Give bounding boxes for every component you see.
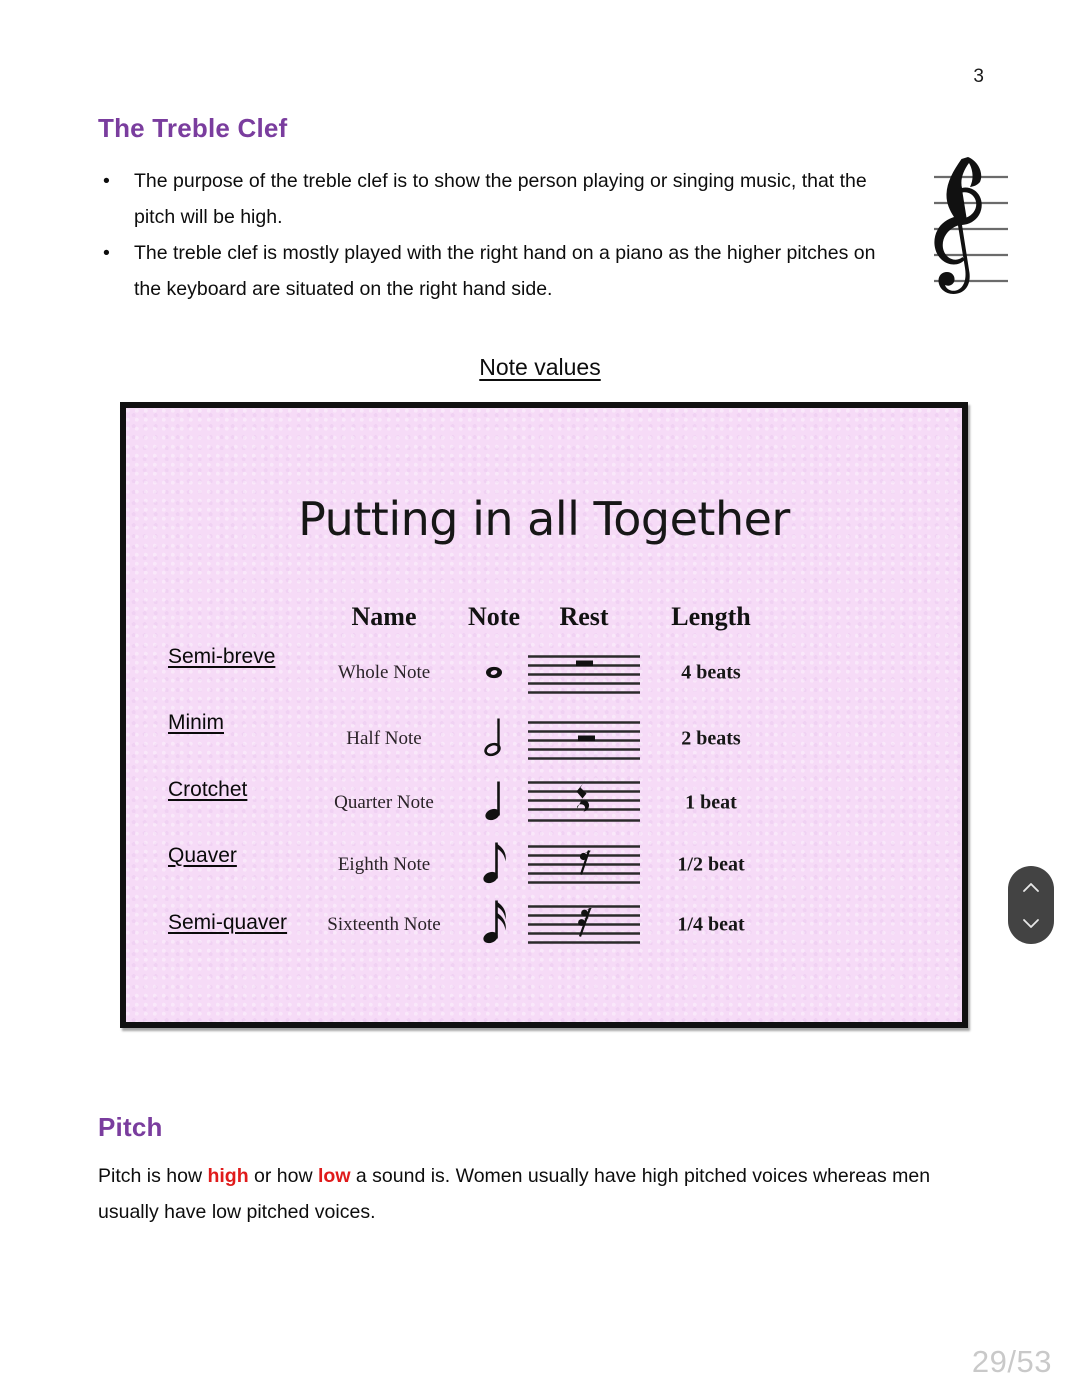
cell-name: Quarter Note <box>334 792 434 813</box>
pitch-paragraph <box>98 1158 958 1230</box>
treble-clef-bullet-list <box>98 163 904 307</box>
cell-length: 1/4 beat <box>677 913 745 936</box>
overlay-label-semi-quaver: Semi-quaver <box>168 911 288 934</box>
bullet-dot-icon: • <box>103 170 110 192</box>
cell-name: Eighth Note <box>337 854 431 875</box>
poster-title: Putting in all Together <box>298 492 790 546</box>
pitch-text-part-2: or how <box>248 1165 318 1187</box>
chevron-up-icon[interactable] <box>1022 881 1040 895</box>
pitch-text-part-3: a sound is. Women usually have high pitched voices whereas men usually have low pitched voices. <box>98 1165 931 1223</box>
eighth-rest-icon <box>526 839 642 892</box>
cell-length: 4 beats <box>681 661 741 684</box>
half-note-icon <box>477 711 511 768</box>
page-indicator: 29/53 <box>971 1344 1052 1379</box>
whole-rest-icon <box>526 647 642 700</box>
pitch-text-part-1: Pitch is how <box>98 1165 208 1187</box>
cell-name: Sixteenth Note <box>327 914 441 935</box>
sixteenth-rest-icon <box>526 899 642 952</box>
quarter-rest-icon <box>526 777 642 830</box>
cell-length: 1/2 beat <box>677 853 745 876</box>
heading-the-treble-clef: The Treble Clef <box>98 113 288 143</box>
overlay-label-quaver: Quaver <box>168 844 237 867</box>
list-item-text: The treble clef is mostly played with the right hand on a piano as the higher pitches on the keyboard are situated on the right hand side. <box>134 242 876 300</box>
column-header-note: Note <box>468 602 520 631</box>
column-header-name: Name <box>351 602 417 631</box>
overlay-label-semi-breve: Semi-breve <box>168 645 276 668</box>
column-header-length: Length <box>671 602 751 631</box>
keyword-high: high <box>207 1165 249 1187</box>
note-values-poster <box>120 402 968 1028</box>
sixteenth-note-icon <box>477 894 511 957</box>
column-header-rest: Rest <box>559 602 609 631</box>
page-number-top: 3 <box>973 66 984 87</box>
note-values-caption-text: Note values <box>479 354 601 380</box>
whole-note-icon <box>477 647 511 700</box>
cell-name: Half Note <box>346 728 422 749</box>
cell-length: 2 beats <box>681 727 741 750</box>
treble-clef-icon <box>912 155 1008 315</box>
list-item-text: The purpose of the treble clef is to show the person playing or singing music, that the pitch will be high. <box>134 170 867 228</box>
heading-pitch: Pitch <box>98 1112 163 1142</box>
cell-name: Whole Note <box>337 662 431 683</box>
treble-clef-figure <box>912 155 1008 315</box>
table-row <box>126 706 962 772</box>
half-rest-icon <box>526 713 642 766</box>
overlay-label-minim: Minim <box>168 711 224 734</box>
note-values-caption <box>0 354 1080 381</box>
quarter-note-icon <box>477 774 511 833</box>
cell-length: 1 beat <box>685 791 737 814</box>
bullet-dot-icon: • <box>103 242 110 264</box>
list-item <box>98 163 904 235</box>
eighth-note-icon <box>477 835 511 896</box>
poster-column-headers <box>126 602 962 632</box>
table-row <box>126 832 962 898</box>
keyword-low: low <box>318 1165 351 1187</box>
scroll-control[interactable] <box>1008 866 1054 944</box>
chevron-down-icon[interactable] <box>1022 916 1040 930</box>
list-item <box>98 235 904 307</box>
overlay-label-crotchet: Crotchet <box>168 778 248 801</box>
table-row <box>126 770 962 836</box>
